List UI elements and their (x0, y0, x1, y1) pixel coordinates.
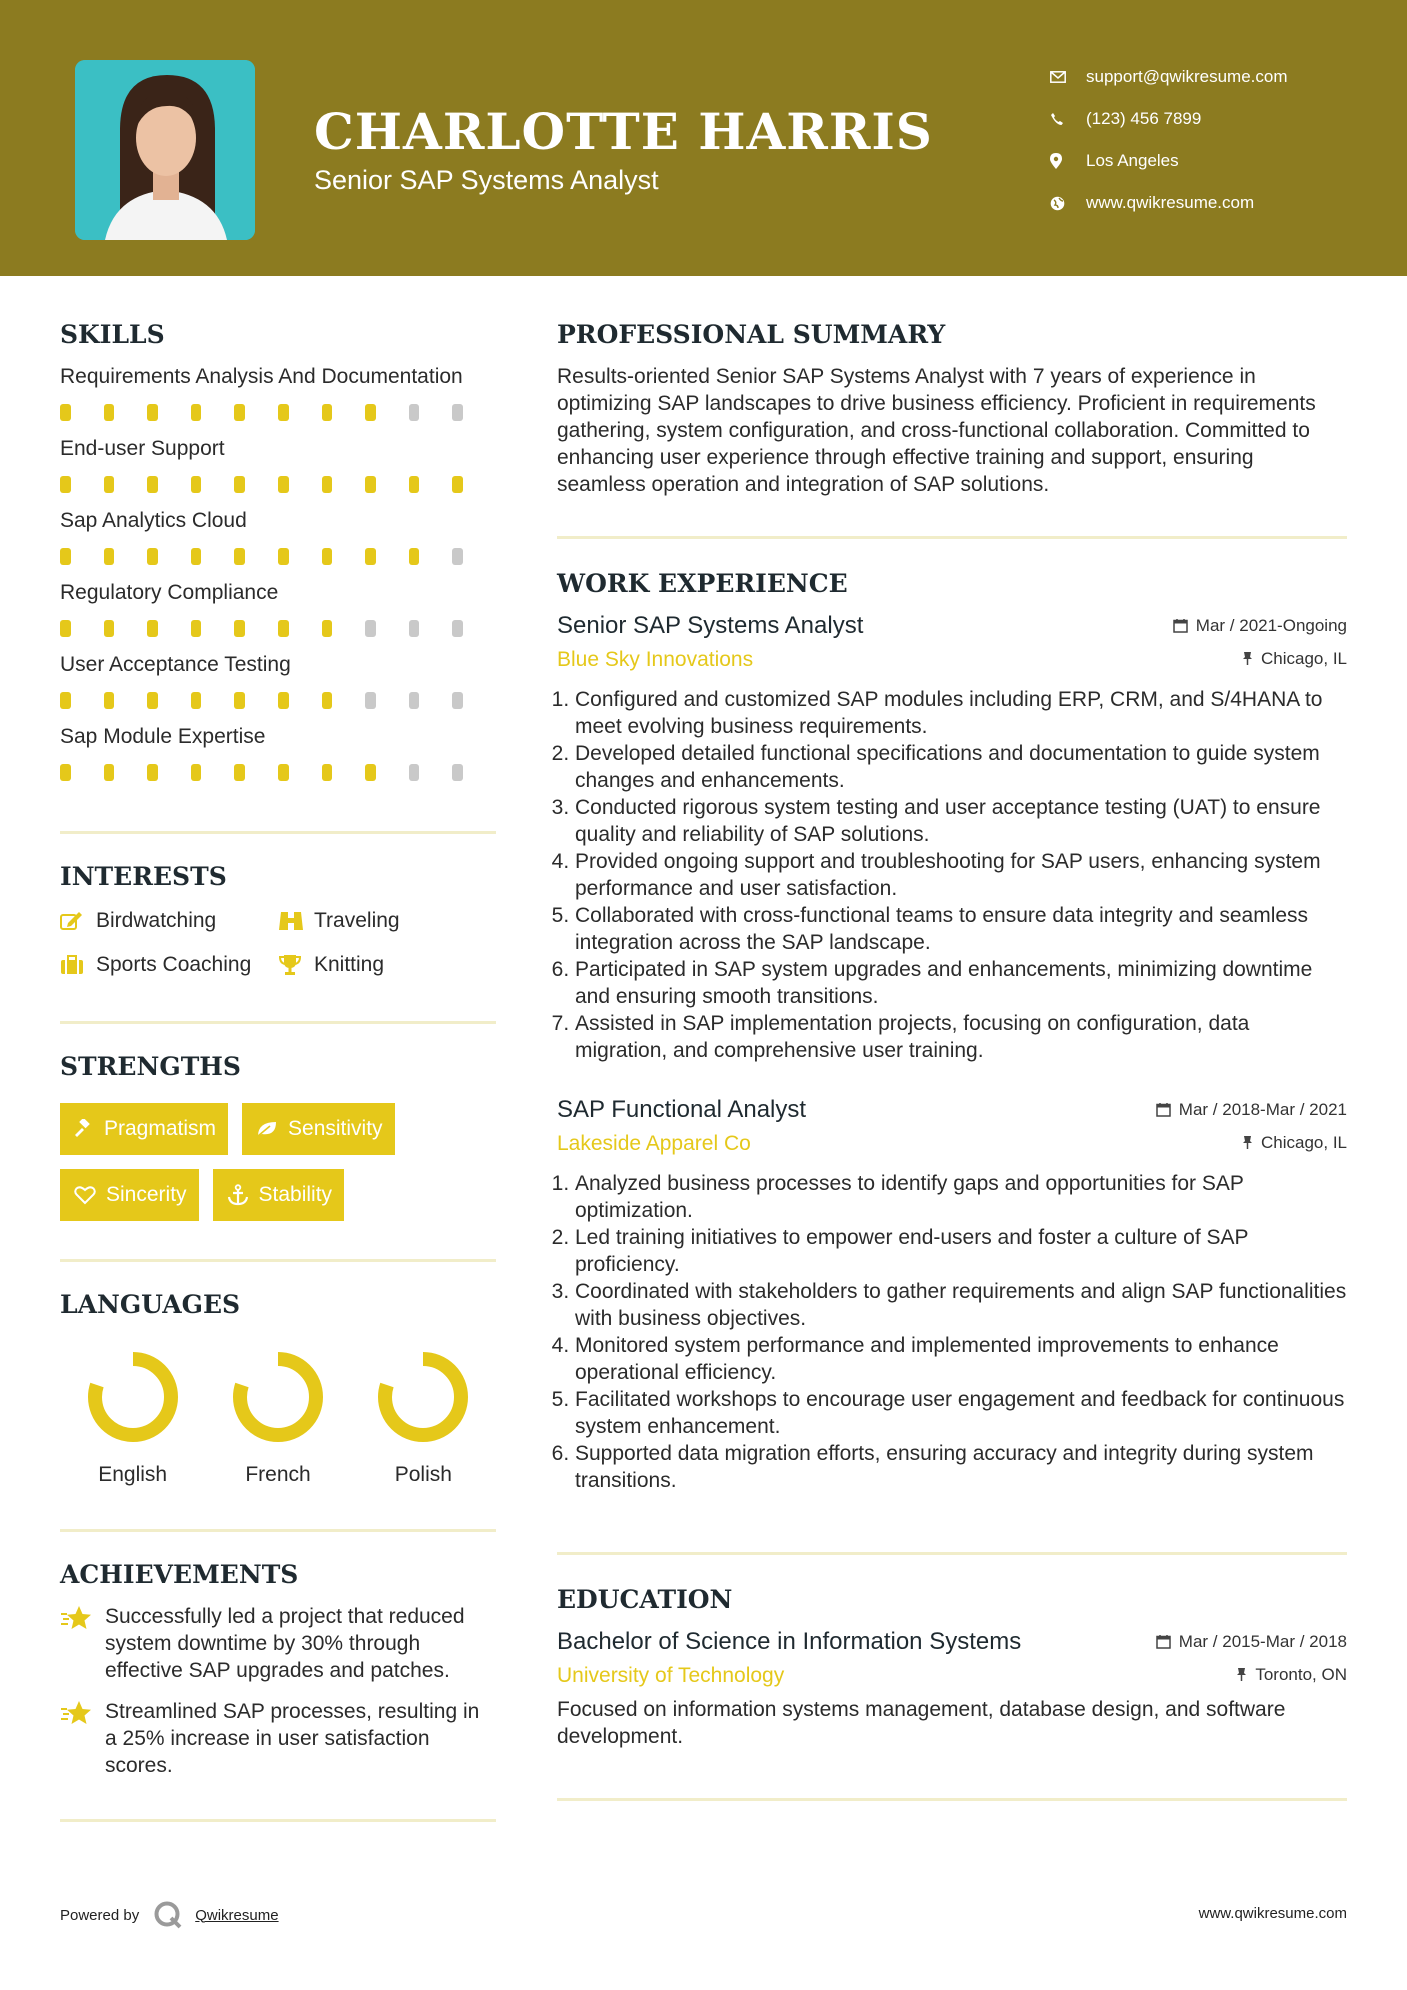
skill-item (60, 435, 496, 493)
education-school: University of Technology (557, 1664, 785, 1687)
calendar-icon (1156, 1634, 1171, 1649)
contact-location-text: Los Angeles (1086, 151, 1179, 170)
skill-level-dot (365, 548, 376, 565)
binoculars-icon (278, 910, 314, 932)
job-dates-text: Mar / 2021-Ongoing (1195, 615, 1347, 635)
contact-location (1050, 140, 1288, 182)
skill-level-dot (234, 692, 245, 709)
skill-level-dot (104, 692, 115, 709)
interest-item (60, 909, 278, 933)
skill-level-dot (278, 404, 289, 421)
contact-email[interactable] (1050, 56, 1288, 98)
section-divider (60, 831, 496, 834)
skill-level-dot (191, 476, 202, 493)
brand-link[interactable]: Qwikresume (195, 1906, 279, 1924)
skill-level-dot (322, 476, 333, 493)
skill-level-dot (278, 620, 289, 637)
summary-title: PROFESSIONAL SUMMARY (557, 320, 946, 349)
skill-level-dot (104, 620, 115, 637)
skill-level-dot (365, 404, 376, 421)
interest-item (60, 953, 278, 977)
leaf-icon (256, 1120, 278, 1138)
contact-website-text: www.qwikresume.com (1086, 193, 1255, 212)
resume-header (0, 0, 1407, 276)
powered-by-label: Powered by (60, 1906, 140, 1924)
skill-level-dot (104, 476, 115, 493)
skill-item (60, 579, 496, 637)
footer-powered-by (60, 1900, 279, 1930)
skill-level-dot (234, 548, 245, 565)
interest-item (278, 909, 496, 933)
language-label: Polish (394, 1463, 452, 1486)
skill-level-dots (60, 620, 496, 637)
summary-text: Results-oriented Senior SAP Systems Analyst with 7 years of experience in optimizing SAP landscapes to drive business efficiency. Proficient in requirements gathering, system configuration, and cross-functional collaboration. Committed to enhancing user experience through effective training and support, ensuring seamless operation and integration of SAP solutions. (557, 365, 1316, 496)
skill-level-dot (452, 548, 463, 565)
achievement-item (60, 1603, 496, 1684)
skill-item (60, 507, 496, 565)
skill-level-dot (322, 620, 333, 637)
job-location (1242, 649, 1347, 669)
responsibility-item: 4. Provided ongoing support and troubleshooting for SAP users, enhancing system performance and user satisfaction. (575, 848, 1347, 902)
skill-level-dots (60, 548, 496, 565)
skill-name: Requirements Analysis And Documentation (60, 365, 463, 388)
pushpin-icon (1242, 1135, 1253, 1150)
skill-level-dot (452, 620, 463, 637)
skill-level-dot (365, 764, 376, 781)
skill-name: End-user Support (60, 437, 225, 460)
strength-tag (60, 1169, 199, 1221)
language-level-ring (85, 1349, 181, 1445)
interests-title: INTERESTS (60, 862, 227, 891)
responsibility-item: 7. Assisted in SAP implementation projects, focusing on configuration, data migration, and comprehensive user training. (575, 1010, 1347, 1064)
responsibility-item: 2. Developed detailed functional specifications and documentation to guide system changes and enhancements. (575, 740, 1347, 794)
skill-level-dot (104, 548, 115, 565)
responsibility-item: 6. Participated in SAP system upgrades and enhancements, minimizing downtime and ensuring smooth transitions. (575, 956, 1347, 1010)
star-icon (60, 1698, 105, 1779)
job-title: Senior SAP Systems Analyst (557, 612, 864, 639)
job-location-text: Chicago, IL (1261, 648, 1347, 668)
skill-level-dot (147, 764, 158, 781)
job-location (1242, 1133, 1347, 1153)
responsibility-item: 5. Facilitated workshops to encourage user engagement and feedback for continuous system enhancement. (575, 1386, 1347, 1440)
strength-tag (60, 1103, 228, 1155)
section-divider (557, 1798, 1347, 1801)
skill-level-dot (191, 764, 202, 781)
skill-level-dot (409, 476, 420, 493)
skill-level-dot (322, 764, 333, 781)
skill-level-dots (60, 692, 496, 709)
language-label: English (98, 1463, 168, 1486)
language-label: French (245, 1463, 311, 1486)
skill-level-dot (147, 404, 158, 421)
skill-level-dot (278, 548, 289, 565)
envelope-icon (1050, 71, 1086, 83)
language-item (205, 1349, 350, 1487)
left-column (60, 320, 496, 1822)
skill-level-dot (147, 692, 158, 709)
skill-level-dot (452, 764, 463, 781)
section-divider (557, 1552, 1347, 1555)
interest-label: Knitting (314, 953, 385, 976)
skill-name: Sap Analytics Cloud (60, 509, 247, 532)
job-dates-text: Mar / 2018-Mar / 2021 (1178, 1099, 1347, 1119)
job-dates (1173, 616, 1347, 636)
pushpin-icon (1236, 1667, 1247, 1682)
education-dates-text: Mar / 2015-Mar / 2018 (1178, 1631, 1347, 1651)
language-item (60, 1349, 205, 1487)
location-pin-icon (1050, 153, 1086, 169)
skill-name: Sap Module Expertise (60, 725, 266, 748)
skill-level-dot (234, 764, 245, 781)
interest-label: Traveling (314, 909, 400, 932)
responsibility-item: 6. Supported data migration efforts, ensuring accuracy and integrity during system transitions. (575, 1440, 1347, 1494)
responsibility-item: 3. Coordinated with stakeholders to gather requirements and align SAP functionalities with business objectives. (575, 1278, 1347, 1332)
skill-level-dot (104, 404, 115, 421)
job-responsibilities (557, 1170, 1347, 1494)
skill-level-dot (191, 404, 202, 421)
achievement-item (60, 1698, 496, 1779)
skill-level-dot (452, 692, 463, 709)
skill-item (60, 651, 496, 709)
experience-title: WORK EXPERIENCE (557, 569, 848, 598)
candidate-name: CHARLOTTE HARRIS (314, 102, 933, 161)
qwikresume-logo-icon (153, 1900, 183, 1930)
section-divider (557, 536, 1347, 539)
languages-list (60, 1349, 496, 1487)
strength-label: Sincerity (106, 1183, 187, 1206)
skill-level-dot (60, 548, 71, 565)
strength-label: Sensitivity (288, 1117, 383, 1140)
job-title: SAP Functional Analyst (557, 1096, 807, 1123)
skill-level-dot (365, 692, 376, 709)
section-divider (60, 1021, 496, 1024)
interests-list (60, 909, 496, 977)
skill-level-dot (234, 404, 245, 421)
skill-level-dot (191, 548, 202, 565)
skill-name: Regulatory Compliance (60, 581, 279, 604)
right-column (557, 320, 1347, 1801)
footer-url[interactable]: www.qwikresume.com (1198, 1905, 1347, 1922)
gavel-icon (74, 1119, 94, 1139)
skill-level-dots (60, 764, 496, 781)
education-entry (557, 1628, 1347, 1750)
heart-icon (74, 1185, 96, 1205)
skill-level-dot (365, 620, 376, 637)
skill-level-dot (452, 476, 463, 493)
skill-level-dots (60, 404, 496, 421)
achievements-list (60, 1603, 496, 1779)
profile-photo (75, 60, 255, 240)
job-company: Lakeside Apparel Co (557, 1132, 751, 1155)
skill-level-dot (278, 476, 289, 493)
skill-level-dot (278, 692, 289, 709)
skill-level-dot (104, 764, 115, 781)
section-divider (60, 1819, 496, 1822)
skill-level-dot (147, 476, 158, 493)
pushpin-icon (1242, 651, 1253, 666)
education-degree: Bachelor of Science in Information Systems (557, 1628, 1022, 1655)
phone-icon (1050, 112, 1086, 126)
skill-level-dot (322, 404, 333, 421)
strengths-list (60, 1103, 496, 1221)
responsibility-item: 5. Collaborated with cross-functional teams to ensure data integrity and seamless integration across the SAP landscape. (575, 902, 1347, 956)
briefcase-icon (60, 955, 96, 975)
skill-level-dot (409, 548, 420, 565)
interest-label: Sports Coaching (96, 953, 252, 976)
achievements-title: ACHIEVEMENTS (60, 1560, 299, 1589)
job-dates (1156, 1100, 1347, 1120)
skill-level-dots (60, 476, 496, 493)
contact-list (1050, 56, 1288, 224)
skill-level-dot (60, 620, 71, 637)
skill-level-dot (60, 764, 71, 781)
job-location-text: Chicago, IL (1261, 1132, 1347, 1152)
calendar-icon (1156, 1102, 1171, 1117)
interest-label: Birdwatching (96, 909, 217, 932)
skill-level-dot (147, 548, 158, 565)
responsibility-item: 4. Monitored system performance and implemented improvements to enhance operational efficiency. (575, 1332, 1347, 1386)
skill-level-dot (191, 692, 202, 709)
education-location (1236, 1665, 1347, 1685)
pencil-square-icon (60, 911, 96, 931)
responsibility-item: 1. Configured and customized SAP modules including ERP, CRM, and S/4HANA to meet evolving business requirements. (575, 686, 1347, 740)
strength-tag (242, 1103, 395, 1155)
contact-phone-text: (123) 456 7899 (1086, 109, 1202, 128)
skill-level-dot (60, 476, 71, 493)
anchor-icon (227, 1184, 249, 1206)
skills-title: SKILLS (60, 320, 165, 349)
trophy-icon (278, 954, 314, 976)
skill-level-dot (234, 476, 245, 493)
education-description: Focused on information systems management, database design, and software development. (557, 1698, 1286, 1748)
contact-phone[interactable] (1050, 98, 1288, 140)
skill-level-dot (409, 404, 420, 421)
candidate-role: Senior SAP Systems Analyst (314, 165, 659, 195)
strength-tag (213, 1169, 345, 1221)
strengths-title: STRENGTHS (60, 1052, 241, 1081)
responsibility-item: 3. Conducted rigorous system testing and user acceptance testing (UAT) to ensure quality and reliability of SAP solutions. (575, 794, 1347, 848)
languages-title: LANGUAGES (60, 1290, 241, 1319)
skill-level-dot (147, 620, 158, 637)
skills-list (60, 363, 496, 781)
skill-item (60, 723, 496, 781)
skill-level-dot (191, 620, 202, 637)
globe-icon (1050, 196, 1086, 211)
contact-website[interactable] (1050, 182, 1288, 224)
contact-email-text: support@qwikresume.com (1086, 67, 1288, 86)
language-item (351, 1349, 496, 1487)
achievement-text: Successfully led a project that reduced system downtime by 30% through effective SAP upgrades and patches. (105, 1605, 465, 1682)
skill-level-dot (365, 476, 376, 493)
strength-label: Stability (258, 1183, 333, 1206)
job-entry (557, 612, 1347, 1064)
job-company: Blue Sky Innovations (557, 648, 754, 671)
skill-level-dot (409, 620, 420, 637)
job-responsibilities (557, 686, 1347, 1064)
skill-level-dot (409, 764, 420, 781)
star-icon (60, 1603, 105, 1684)
education-dates (1156, 1632, 1347, 1652)
section-divider (60, 1529, 496, 1532)
language-level-ring (230, 1349, 326, 1445)
skill-level-dot (60, 404, 71, 421)
skill-level-dot (322, 692, 333, 709)
achievement-text: Streamlined SAP processes, resulting in a 25% increase in user satisfaction scores. (105, 1700, 480, 1777)
interest-item (278, 953, 496, 977)
skill-level-dot (60, 692, 71, 709)
calendar-icon (1173, 618, 1188, 633)
skill-level-dot (409, 692, 420, 709)
skill-item (60, 363, 496, 421)
section-divider (60, 1259, 496, 1262)
skill-level-dot (278, 764, 289, 781)
skill-level-dot (452, 404, 463, 421)
skill-name: User Acceptance Testing (60, 653, 291, 676)
skill-level-dot (234, 620, 245, 637)
education-title: EDUCATION (557, 1585, 733, 1614)
language-level-ring (375, 1349, 471, 1445)
job-entry (557, 1096, 1347, 1494)
education-location-text: Toronto, ON (1255, 1664, 1347, 1684)
strength-label: Pragmatism (104, 1117, 217, 1140)
responsibility-item: 2. Led training initiatives to empower end-users and foster a culture of SAP proficiency. (575, 1224, 1347, 1278)
responsibility-item: 1. Analyzed business processes to identify gaps and opportunities for SAP optimization. (575, 1170, 1347, 1224)
skill-level-dot (322, 548, 333, 565)
